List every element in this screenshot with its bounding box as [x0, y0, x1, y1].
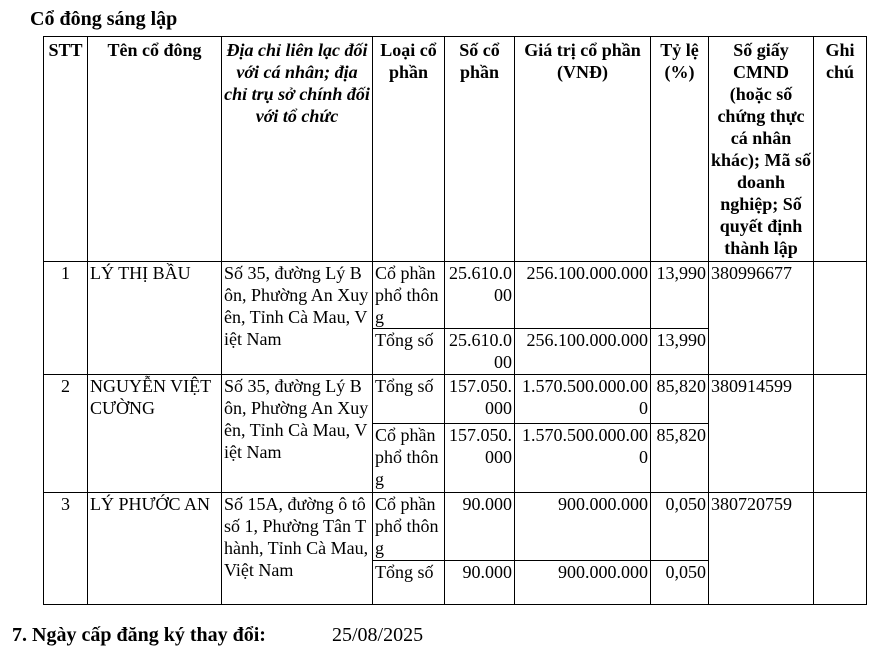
value-cell: 1.570.500.000.000	[515, 375, 651, 424]
table-row	[44, 493, 867, 561]
name-cell: NGUYỄN VIỆT CƯỜNG	[88, 375, 222, 493]
founding-shareholders-table	[43, 36, 867, 605]
header-stt: STT	[44, 37, 88, 262]
share-type-cell: Cổ phần phổ thông	[373, 424, 445, 493]
share-type-cell: Tổng số	[373, 329, 445, 375]
value-cell: 256.100.000.000	[515, 262, 651, 329]
value-cell: 900.000.000	[515, 493, 651, 561]
share-count-cell: 25.610.000	[445, 262, 515, 329]
header-name: Tên cổ đông	[88, 37, 222, 262]
header-share-count: Số cổ phần	[445, 37, 515, 262]
header-note: Ghi chú	[814, 37, 867, 262]
date-label: 7. Ngày cấp đăng ký thay đổi:	[12, 624, 266, 646]
table-header-row	[44, 37, 867, 262]
ratio-cell: 13,990	[651, 262, 709, 329]
value-cell: 1.570.500.000.000	[515, 424, 651, 493]
share-count-cell: 90.000	[445, 561, 515, 605]
id-number-cell: 380996677	[709, 262, 814, 375]
ratio-cell: 85,820	[651, 375, 709, 424]
header-address: Địa chỉ liên lạc đối với cá nhân; địa chỉ trụ sở chính đối với tổ chức	[222, 37, 373, 262]
table-row	[44, 375, 867, 424]
ratio-cell: 0,050	[651, 493, 709, 561]
name-cell: LÝ PHƯỚC AN	[88, 493, 222, 605]
address-cell: Số 35, đường Lý Bôn, Phường An Xuyên, Tỉnh Cà Mau, Việt Nam	[222, 375, 373, 493]
share-type-cell: Tổng số	[373, 375, 445, 424]
note-cell	[814, 493, 867, 605]
id-number-cell: 380720759	[709, 493, 814, 605]
share-count-cell: 157.050.000	[445, 424, 515, 493]
share-count-cell: 157.050.000	[445, 375, 515, 424]
ratio-cell: 13,990	[651, 329, 709, 375]
note-cell	[814, 262, 867, 375]
note-cell	[814, 375, 867, 493]
stt-cell: 3	[44, 493, 88, 605]
id-number-cell: 380914599	[709, 375, 814, 493]
header-ratio: Tỷ lệ (%)	[651, 37, 709, 262]
header-id-number: Số giấy CMND (hoặc số chứng thực cá nhân khác); Mã số doanh nghiệp; Số quyết định thành lập	[709, 37, 814, 262]
share-type-cell: Cổ phần phổ thông	[373, 493, 445, 561]
share-type-cell: Cổ phần phổ thông	[373, 262, 445, 329]
address-cell: Số 15A, đường ô tô số 1, Phường Tân Thành, Tỉnh Cà Mau, Việt Nam	[222, 493, 373, 605]
value-cell: 256.100.000.000	[515, 329, 651, 375]
section-title: Cổ đông sáng lập	[30, 8, 178, 30]
stt-cell: 2	[44, 375, 88, 493]
header-value: Giá trị cổ phần (VNĐ)	[515, 37, 651, 262]
value-cell: 900.000.000	[515, 561, 651, 605]
ratio-cell: 85,820	[651, 424, 709, 493]
share-count-cell: 25.610.000	[445, 329, 515, 375]
stt-cell: 1	[44, 262, 88, 375]
ratio-cell: 0,050	[651, 561, 709, 605]
share-count-cell: 90.000	[445, 493, 515, 561]
header-share-type: Loại cổ phần	[373, 37, 445, 262]
change-registration-date	[12, 622, 424, 648]
name-cell: LÝ THỊ BẦU	[88, 262, 222, 375]
date-value: 25/08/2025	[332, 624, 424, 646]
address-cell: Số 35, đường Lý Bôn, Phường An Xuyên, Tỉnh Cà Mau, Việt Nam	[222, 262, 373, 375]
share-type-cell: Tổng số	[373, 561, 445, 605]
table-row	[44, 262, 867, 329]
